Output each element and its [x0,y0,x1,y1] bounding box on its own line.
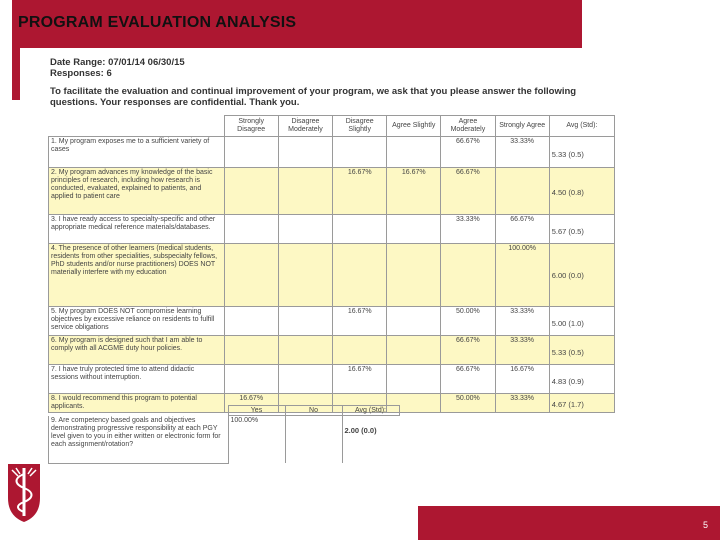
response-percent [333,336,387,365]
col-header: Disagree Moderately [278,116,332,137]
response-percent: 100.00% [495,244,549,307]
response-percent [387,307,441,336]
response-percent [387,365,441,394]
average-value: 4.67 (1.7) [549,394,614,413]
table-row [49,365,615,394]
question-text: 2. My program advances my knowledge of the basic principles of research, including how research is conducted, evaluated, explained to patients, and applied to patient care [49,168,225,215]
header-gap [0,0,12,48]
table-row [49,416,400,464]
question-text: 4. The presence of other learners (medical students, residents from other specialities, subspecialty fellows, PhD students and/or nurse practitioners) DOES NOT materially interfere with my education [49,244,225,307]
response-percent [278,307,332,336]
col-header: Strongly Disagree [224,116,278,137]
average-value: 5.00 (1.0) [549,307,614,336]
response-percent [333,215,387,244]
response-percent [224,336,278,365]
average-value: 4.83 (0.9) [549,365,614,394]
response-percent: 16.67% [333,168,387,215]
footer-bar [418,506,720,540]
response-percent: 16.67% [333,307,387,336]
response-percent: 33.33% [495,394,549,413]
response-percent [278,336,332,365]
response-percent [387,244,441,307]
response-percent: 16.67% [495,365,549,394]
response-percent [278,137,332,168]
response-percent: 66.67% [441,336,495,365]
response-percent: 66.67% [441,137,495,168]
response-percent [387,137,441,168]
response-percent [278,215,332,244]
response-percent: 16.67% [387,168,441,215]
question-text: 8. I would recommend this program to potential applicants. [49,394,225,413]
yn-header-row [49,406,400,416]
response-percent [224,365,278,394]
date-range: Date Range: 07/01/14 06/30/15 [50,57,185,68]
response-percent: 33.33% [495,307,549,336]
question-text: 5. My program DOES NOT compromise learning objectives by excessive reliance on residents to fulfill service obligations [49,307,225,336]
question-text: 1. My program exposes me to a sufficient variety of cases [49,137,225,168]
col-header: Agree Moderately [441,116,495,137]
question-text: 9. Are competency based goals and objectives demonstrating progressive responsibility at each PGY level given to you in either written or electronic form for each assignment/rotation? [49,416,229,464]
col-header: Disagree Slightly [333,116,387,137]
response-percent [333,137,387,168]
response-percent: 33.33% [441,215,495,244]
average-value: 2.00 (0.0) [342,416,399,464]
response-percent: 33.33% [495,336,549,365]
col-header: Avg (Std): [549,116,614,137]
response-percent [224,307,278,336]
table-row [49,215,615,244]
table-row [49,137,615,168]
average-value: 5.67 (0.5) [549,215,614,244]
response-percent: 66.67% [441,365,495,394]
col-header: Avg (Std): [342,406,399,416]
col-header: Agree Slightly [387,116,441,137]
response-percent [387,336,441,365]
average-value: 4.50 (0.8) [549,168,614,215]
response-percent [495,168,549,215]
response-percent [224,168,278,215]
answer-no [285,416,342,464]
average-value: 5.33 (0.5) [549,336,614,365]
response-percent [387,215,441,244]
response-percent: 16.67% [333,365,387,394]
intro-text: To facilitate the evaluation and continual improvement of your program, we ask that you please answer the following questions. Your responses are confidential. Thank you. [50,86,577,108]
response-percent [441,244,495,307]
question-column-header [49,116,225,137]
response-percent [224,137,278,168]
question-text: 6. My program is designed such that I am able to comply with all ACGME duty hour policies. [49,336,225,365]
answer-yes: 100.00% [228,416,285,464]
question-text: 3. I have ready access to specialty-specific and other appropriate medical reference materials/databases. [49,215,225,244]
response-percent [333,244,387,307]
table-row [49,168,615,215]
response-percent: 50.00% [441,307,495,336]
col-header: Yes [228,406,285,416]
response-percent [278,365,332,394]
response-percent [224,215,278,244]
survey-document [40,48,615,460]
page-number: 5 [702,520,708,530]
response-percent: 33.33% [495,137,549,168]
yes-no-table [48,405,400,464]
table-row [49,307,615,336]
col-header: No [285,406,342,416]
average-value: 5.33 (0.5) [549,137,614,168]
left-accent-stripe [12,48,20,100]
response-percent: 66.67% [495,215,549,244]
page-title: PROGRAM EVALUATION ANALYSIS [18,14,297,31]
response-percent: 16.67% [224,394,278,413]
table-row [49,336,615,365]
table-row [49,244,615,307]
response-percent [278,168,332,215]
response-percent [278,244,332,307]
table-header-row [49,116,615,137]
response-percent: 66.67% [441,168,495,215]
response-percent [224,244,278,307]
response-percent: 50.00% [441,394,495,413]
average-value: 6.00 (0.0) [549,244,614,307]
medical-shield-logo-icon [6,462,42,524]
responses-count: Responses: 6 [50,68,112,79]
col-header: Strongly Agree [495,116,549,137]
question-text: 7. I have truly protected time to attend didactic sessions without interruption. [49,365,225,394]
evaluation-table [48,115,615,413]
